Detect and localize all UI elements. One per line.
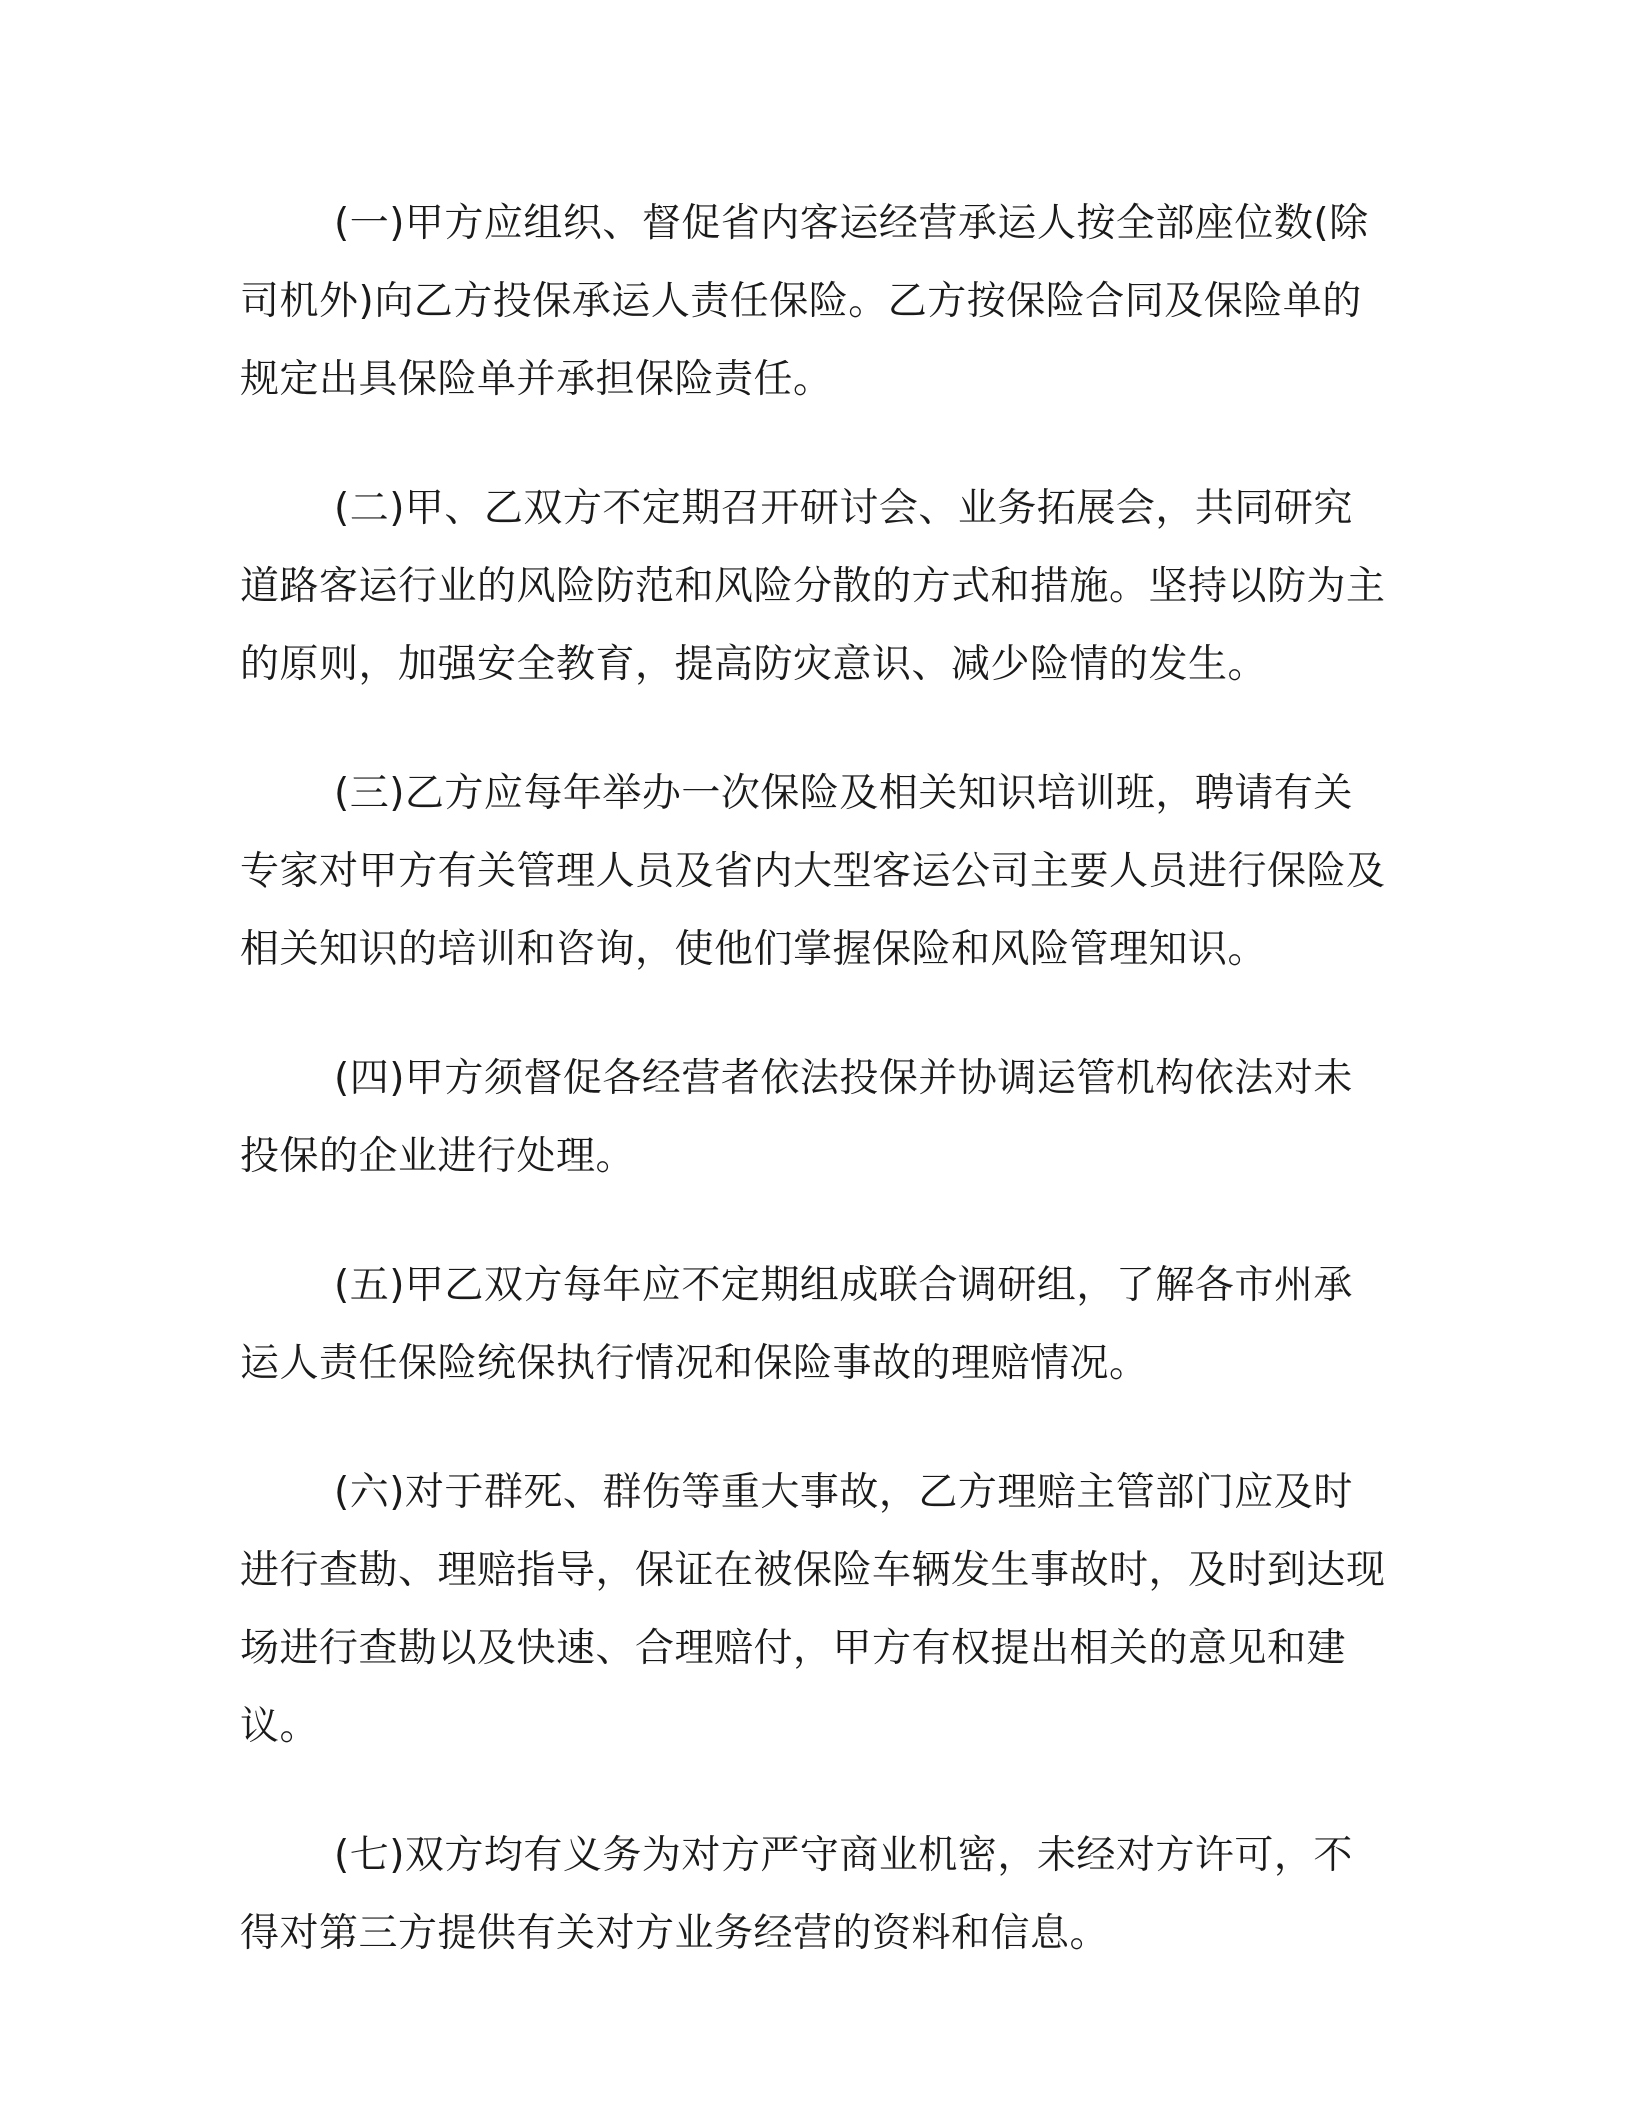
clause-1: (一)甲方应组织、督促省内客运经营承运人按全部座位数(除司机外)向乙方投保承运人责任保险。乙方按保险合同及保险单的规定出具保险单并承担保险责任。 <box>240 201 1369 402</box>
document-body <box>240 185 1390 2024</box>
clause-4: (四)甲方须督促各经营者依法投保并协调运管机构依法对未投保的企业进行处理。 <box>240 1056 1353 1179</box>
clause-5: (五)甲乙双方每年应不定期组成联合调研组，了解各市州承运人责任保险统保执行情况和保险事故的理赔情况。 <box>240 1263 1353 1386</box>
clause-2: (二)甲、乙双方不定期召开研讨会、业务拓展会，共同研究道路客运行业的风险防范和风险分散的方式和措施。坚持以防为主的原则，加强安全教育，提高防灾意识、减少险情的发生。 <box>240 486 1386 687</box>
clause-3: (三)乙方应每年举办一次保险及相关知识培训班，聘请有关专家对甲方有关管理人员及省内大型客运公司主要人员进行保险及相关知识的培训和咨询，使他们掌握保险和风险管理知识。 <box>240 771 1386 972</box>
clause-7: (七)双方均有义务为对方严守商业机密，未经对方许可，不得对第三方提供有关对方业务经营的资料和信息。 <box>240 1833 1353 1956</box>
clause-6: (六)对于群死、群伤等重大事故，乙方理赔主管部门应及时进行查勘、理赔指导，保证在被保险车辆发生事故时，及时到达现场进行查勘以及快速、合理赔付，甲方有权提出相关的意见和建议。 <box>240 1470 1386 1749</box>
